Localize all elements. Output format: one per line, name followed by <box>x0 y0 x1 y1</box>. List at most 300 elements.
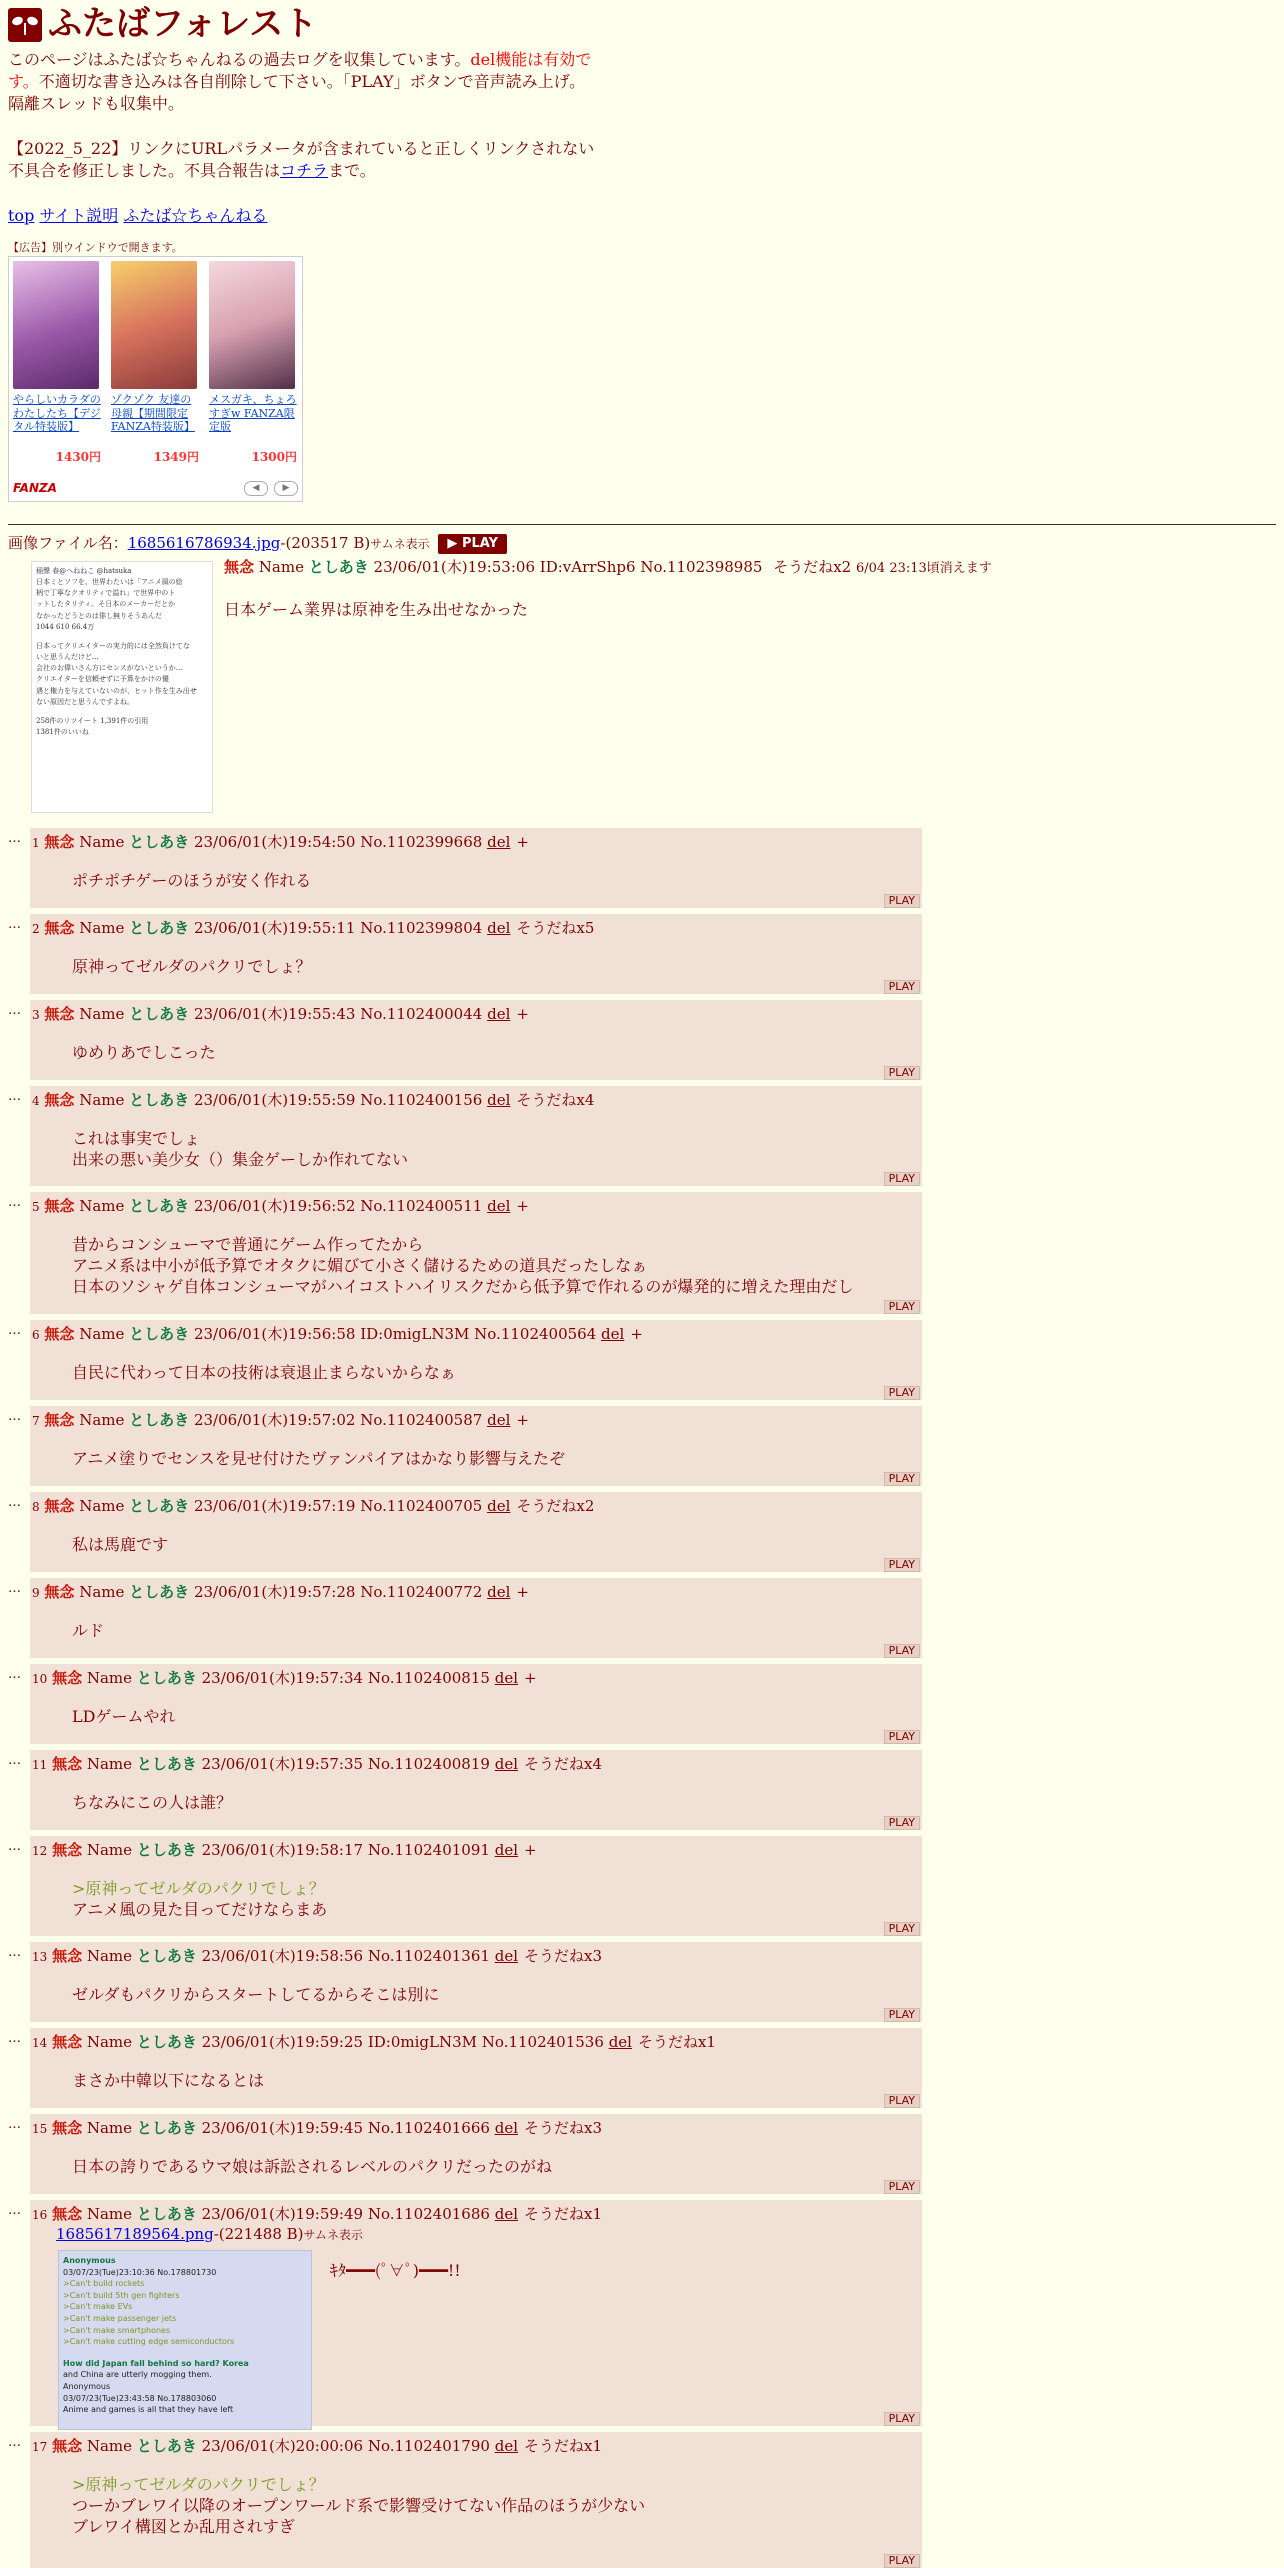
reply-header <box>32 1754 602 1774</box>
reply-header <box>32 1090 594 1110</box>
reply-header <box>32 2032 716 2052</box>
reply-index: 15 <box>32 2122 48 2136</box>
reply-name: としあき <box>129 919 190 937</box>
reply-name: としあき <box>129 1197 190 1215</box>
reply-number: No.1102401361 <box>367 1947 490 1965</box>
reply-play-button[interactable]: PLAY <box>884 2094 920 2108</box>
report-link[interactable]: コチラ <box>280 160 329 180</box>
reply-post <box>8 1000 922 1080</box>
ad-image[interactable] <box>13 261 99 389</box>
reply-dots: … <box>8 1581 21 1596</box>
reply-index: 1 <box>32 836 40 850</box>
reply-play-button[interactable]: PLAY <box>884 1386 920 1400</box>
reply-dots: … <box>8 2435 21 2450</box>
reply-text: ポチポチゲーのほうが安く作れる <box>72 871 312 890</box>
reply-datetime: 23/06/01(木)19:57:35 <box>201 1755 364 1773</box>
thumb-line: 稲聲 春@へねねこ @hatsuka <box>36 566 132 575</box>
reply-play-button[interactable]: PLAY <box>884 2008 920 2022</box>
reply-text: ルド <box>72 1621 105 1640</box>
reply-name: としあき <box>136 2205 197 2223</box>
reply-post <box>8 1406 922 1486</box>
reply-name-label: Name <box>86 1755 133 1773</box>
reply-play-button[interactable]: PLAY <box>884 2180 920 2194</box>
thumb-line: なかったどうとのは俳し無りそうあんだ <box>36 611 162 620</box>
reply-header <box>32 832 529 852</box>
reply-post <box>8 1942 922 2022</box>
reply-subject: 無念 <box>44 1325 75 1343</box>
reply-play-button[interactable]: PLAY <box>884 1172 920 1186</box>
reply-text: ゼルダもパクリからスタートしてるからそこは別に <box>72 1985 440 2004</box>
reply-plus-button[interactable]: + <box>516 833 529 851</box>
reply-subject: 無念 <box>44 833 75 851</box>
reply-text: 出来の悪い美少女（）集金ゲーしか作れてない <box>72 1150 409 1169</box>
reply-header <box>32 1196 529 1216</box>
reply-del-link[interactable]: del <box>487 1005 511 1023</box>
reply-del-link[interactable]: del <box>601 1325 625 1343</box>
reply-dots: … <box>8 1667 21 1682</box>
reply-play-button[interactable]: PLAY <box>884 980 920 994</box>
reply-id: ID:0migLN3M <box>367 2033 478 2051</box>
thumb-line: Anime and games is all that they have left <box>63 2405 234 2415</box>
separator <box>8 524 1276 525</box>
reply-index: 17 <box>32 2440 48 2454</box>
thumb-toggle[interactable]: サムネ表示 <box>370 536 430 551</box>
reply-plus-button[interactable]: + <box>516 1005 529 1023</box>
reply-name: としあき <box>136 1947 197 1965</box>
reply-number: No.1102400815 <box>367 1669 490 1687</box>
reply-text: ｷﾀ━━━(ﾟ∀ﾟ)━━━!! <box>330 2261 461 2280</box>
thumb-line: Anonymous <box>63 2256 116 2265</box>
reply-name-label: Name <box>79 1005 125 1023</box>
reply-play-button[interactable]: PLAY <box>884 894 920 908</box>
reply-name: としあき <box>129 1325 190 1343</box>
reply-dots: … <box>8 2031 21 2046</box>
reply-subject: 無念 <box>52 2437 83 2455</box>
reply-post <box>8 1664 922 1744</box>
thumb-line: >Can't make cutting edge semiconductors <box>63 2337 235 2347</box>
reply-del-link[interactable]: del <box>494 2437 519 2455</box>
reply-number: No.1102401686 <box>367 2205 490 2223</box>
reply-post <box>8 2028 922 2108</box>
reply-plus-button[interactable]: + <box>524 1669 537 1687</box>
reply-index: 9 <box>32 1586 40 1600</box>
thumb-line: 会社のお偉いさん方にセンスがないというか... <box>36 664 183 673</box>
reply-datetime: 23/06/01(木)19:55:43 <box>193 1005 356 1023</box>
reply-soudane[interactable]: そうだねx1 <box>637 2033 716 2051</box>
reply-file-line <box>56 2224 363 2244</box>
op-name-label: Name <box>258 557 304 576</box>
reply-post <box>8 1750 922 1830</box>
op-id: ID:vArrShp6 <box>539 557 636 576</box>
reply-datetime: 23/06/01(木)19:54:50 <box>193 833 356 851</box>
reply-subject: 無念 <box>44 1005 75 1023</box>
intro-text-2: 不適切な書き込みは各自削除して下さい。「PLAY」ボタンで音声読み上げ。隔離スレッドも収集中。 <box>8 71 585 113</box>
reply-post <box>8 1086 922 1186</box>
reply-subject: 無念 <box>52 1947 83 1965</box>
reply-number: No.1102401666 <box>367 2119 490 2137</box>
site-notice <box>8 138 598 181</box>
reply-datetime: 23/06/01(木)19:59:45 <box>201 2119 364 2137</box>
reply-number: No.1102399668 <box>360 833 483 851</box>
reply-text: これは事実でしょ <box>72 1129 201 1148</box>
op-name: としあき <box>308 557 369 576</box>
reply-text: 私は馬鹿です <box>72 1535 169 1554</box>
reply-del-link[interactable]: del <box>487 919 511 937</box>
reply-text: アニメ系は中小が低予算でオタクに媚びて小さく儲けるための道具だったしなぁ <box>72 1256 648 1275</box>
reply-post <box>8 2200 922 2426</box>
thumb-line: 日本ミとソフを、世界わたいは「アニメ風の絵 <box>36 577 183 586</box>
intro-del-notice: del機能は有効です。 <box>8 50 592 91</box>
thumb-line: >Can't make smartphones <box>63 2325 171 2335</box>
reply-dots: … <box>8 1839 21 1854</box>
reply-name: としあき <box>136 2119 197 2137</box>
reply-name: としあき <box>136 1841 197 1859</box>
reply-text: つーかブレワイ以降のオープンワールド系で影響受けてない作品のほうが少ない <box>72 2496 646 2515</box>
reply-dots: … <box>8 831 21 846</box>
futaba-leaf-icon <box>8 8 42 42</box>
reply-dots: … <box>8 1195 21 1210</box>
reply-del-link[interactable]: del <box>487 1411 511 1429</box>
op-text: 日本ゲーム業界は原神を生み出せなかった <box>224 600 529 620</box>
op-thumbnail[interactable] <box>31 561 213 813</box>
reply-name: としあき <box>129 833 190 851</box>
reply-subject: 無念 <box>44 1091 75 1109</box>
reply-header <box>32 1946 602 1966</box>
reply-text: LDゲームやれ <box>72 1707 176 1726</box>
reply-del-link[interactable]: del <box>494 2205 519 2223</box>
reply-datetime: 23/06/01(木)19:55:11 <box>193 919 356 937</box>
ad-item-title[interactable]: メスガキ、ちょろすぎw FANZA限定版 <box>209 392 297 434</box>
reply-play-button[interactable]: PLAY <box>884 1472 920 1486</box>
thumb-line: >Can't build rockets <box>63 2279 145 2289</box>
reply-datetime: 23/06/01(木)19:56:52 <box>193 1197 356 1215</box>
reply-soudane[interactable]: そうだねx5 <box>516 919 595 937</box>
reply-datetime: 23/06/01(木)19:57:28 <box>193 1583 356 1601</box>
reply-datetime: 23/06/01(木)19:58:17 <box>201 1841 364 1859</box>
reply-dots: … <box>8 2203 21 2218</box>
reply-datetime: 23/06/01(木)19:57:19 <box>193 1497 356 1515</box>
reply-subject: 無念 <box>44 1497 75 1515</box>
reply-subject: 無念 <box>52 1755 83 1773</box>
reply-soudane[interactable]: そうだねx1 <box>524 2437 603 2455</box>
reply-datetime: 23/06/01(木)19:59:49 <box>201 2205 364 2223</box>
thumb-line: 03/07/23(Tue)23:43:58 No.178803060 <box>63 2393 217 2403</box>
reply-name: としあき <box>129 1583 190 1601</box>
reply-name: としあき <box>129 1497 190 1515</box>
reply-name-label: Name <box>79 1091 125 1109</box>
reply-number: No.1102400587 <box>360 1411 483 1429</box>
reply-index: 3 <box>32 1008 40 1022</box>
op-datetime: 23/06/01(木)19:53:06 <box>373 557 535 576</box>
reply-name-label: Name <box>79 833 125 851</box>
reply-post <box>8 914 922 994</box>
intro-text: このページはふたば☆ちゃんねるの過去ログを収集しています。 <box>8 50 471 70</box>
reply-play-button[interactable]: PLAY <box>884 1300 920 1314</box>
thumb-line: 258件のリツイート 1,391件の引用 <box>36 717 149 726</box>
op-play-label: PLAY <box>461 536 498 552</box>
reply-dots: … <box>8 2117 21 2132</box>
reply-text: ゆめりあでしこった <box>72 1043 216 1062</box>
thumb-line: 1381件のいいね <box>36 728 89 737</box>
reply-del-link[interactable]: del <box>487 1197 511 1215</box>
reply-del-link[interactable]: del <box>487 1583 511 1601</box>
reply-soudane[interactable]: そうだねx3 <box>524 2119 603 2137</box>
site-title <box>8 6 1276 43</box>
reply-subject: 無念 <box>52 1841 83 1859</box>
thumb-line: 1044 610 66.4万 <box>36 622 95 631</box>
reply-del-link[interactable]: del <box>494 2119 519 2137</box>
reply-index: 10 <box>32 1672 48 1686</box>
reply-soudane[interactable]: そうだねx1 <box>524 2205 603 2223</box>
reply-post <box>8 828 922 908</box>
site-nav <box>8 205 1276 227</box>
reply-index: 2 <box>32 922 40 936</box>
ad-item[interactable] <box>13 261 101 465</box>
reply-play-button[interactable]: PLAY <box>884 1922 920 1936</box>
ad-item-price: 1349円 <box>153 449 199 464</box>
reply-number: No.1102400156 <box>360 1091 483 1109</box>
reply-number: No.1102400705 <box>360 1497 483 1515</box>
reply-text: まさか中韓以下になるとは <box>72 2071 265 2090</box>
reply-dots: … <box>8 1753 21 1768</box>
reply-play-button[interactable]: PLAY <box>884 2412 920 2426</box>
reply-datetime: 23/06/01(木)19:58:56 <box>201 1947 364 1965</box>
reply-name-label: Name <box>79 1325 125 1343</box>
ad-image[interactable] <box>209 261 295 389</box>
reply-name: としあき <box>136 2437 197 2455</box>
reply-number: No.1102399804 <box>360 919 483 937</box>
thumb-line: How did Japan fall behind so hard? Korea <box>63 2358 249 2368</box>
thumb-line: クリエイターを信頼せずに予算をかけの優 <box>36 675 169 684</box>
reply-header <box>32 1410 529 1430</box>
reply-index: 8 <box>32 1500 40 1514</box>
reply-quote: >原神ってゼルダのパクリでしょ？ <box>72 1879 325 1898</box>
reply-subject: 無念 <box>52 2119 83 2137</box>
reply-del-link[interactable]: del <box>494 1841 519 1859</box>
reply-subject: 無念 <box>44 1583 75 1601</box>
ad-item-price: 1430円 <box>55 449 101 464</box>
ad-block <box>8 241 1276 502</box>
reply-header <box>32 1840 537 1860</box>
reply-plus-button[interactable]: + <box>524 1841 537 1859</box>
reply-text: 日本のソシャゲ自体コンシューマがハイコストハイリスクだから低予算で作れるのが爆発的に増えた理由だし <box>72 1277 854 1296</box>
thumb-line: >Can't make passenger jets <box>63 2313 177 2323</box>
reply-text: 昔からコンシューマで普通にゲーム作ってたから <box>72 1235 424 1254</box>
thumb-line: 柄で丁寧なクオリティで溢れ」で世界中のト <box>36 589 176 598</box>
reply-file-size: -(221488 B) <box>213 2225 304 2243</box>
reply-dots: … <box>8 917 21 932</box>
reply-text: ブレワイ構図とか乱用されすぎ <box>72 2517 295 2536</box>
reply-soudane[interactable]: そうだねx3 <box>524 1947 603 1965</box>
reply-name-label: Name <box>79 1197 125 1215</box>
reply-post <box>8 1492 922 1572</box>
reply-name-label: Name <box>86 1841 133 1859</box>
reply-number: No.1102401536 <box>481 2033 604 2051</box>
reply-post <box>8 1192 922 1314</box>
reply-plus-button[interactable]: + <box>516 1411 529 1429</box>
reply-dots: … <box>8 1409 21 1424</box>
reply-soudane[interactable]: そうだねx4 <box>516 1091 595 1109</box>
thumb-line: 03/07/23(Tue)23:10:36 No.178801730 <box>63 2267 217 2277</box>
reply-del-link[interactable]: del <box>608 2033 632 2051</box>
ad-item[interactable] <box>209 261 297 465</box>
thumb-line: 遇と権力を与えていないのが、ヒット作を生み出せ <box>36 686 197 695</box>
op-subject: 無念 <box>224 557 255 576</box>
reply-post <box>8 2114 922 2194</box>
op-play-button[interactable]: ▶ PLAY <box>438 534 507 554</box>
reply-header <box>32 2118 602 2138</box>
reply-del-link[interactable]: del <box>487 1497 511 1515</box>
notice-text: 【2022_5_22】リンクにURLパラメータが含まれていると正しくリンクされない不具合を修正しました。不具合報告は <box>8 139 595 180</box>
op-soudane[interactable]: そうだねx2 <box>773 557 852 576</box>
ad-next-icon[interactable]: ▶ <box>274 481 298 496</box>
nav-about-link[interactable]: サイト説明 <box>39 206 119 226</box>
op-file-size: -(203517 B) <box>280 533 371 552</box>
reply-subject: 無念 <box>44 1411 75 1429</box>
reply-name-label: Name <box>79 1497 125 1515</box>
thumb-line: >Can't build 5th gen fighters <box>63 2290 180 2300</box>
reply-header <box>32 2436 602 2456</box>
reply-post <box>8 1320 922 1400</box>
site-intro <box>8 49 598 114</box>
reply-play-button[interactable]: PLAY <box>884 1730 920 1744</box>
reply-thumbnail[interactable] <box>58 2250 312 2430</box>
file-label: 画像ファイル名： <box>8 533 128 552</box>
reply-dots: … <box>8 1495 21 1510</box>
reply-name-label: Name <box>86 2119 133 2137</box>
reply-play-button[interactable]: PLAY <box>884 2554 920 2568</box>
reply-subject: 無念 <box>52 2033 83 2051</box>
reply-subject: 無念 <box>52 2205 83 2223</box>
reply-header <box>32 1324 643 1344</box>
thumb-line: Anonymous <box>63 2381 111 2391</box>
op-expire: 6/04 23:13頃消えます <box>856 560 992 576</box>
reply-dots: … <box>8 1945 21 1960</box>
fanza-logo[interactable]: FANZA <box>13 480 57 495</box>
reply-name-label: Name <box>86 2205 133 2223</box>
thumb-line: ない原因だと思うんですよね。 <box>36 697 134 706</box>
ad-prev-icon[interactable]: ◀ <box>244 481 268 496</box>
reply-del-link[interactable]: del <box>494 1669 519 1687</box>
reply-header <box>32 2204 602 2224</box>
reply-subject: 無念 <box>44 919 75 937</box>
reply-index: 16 <box>32 2208 48 2222</box>
reply-plus-button[interactable]: + <box>516 1197 529 1215</box>
reply-name: としあき <box>129 1005 190 1023</box>
thumb-toggle[interactable]: サムネ表示 <box>303 2228 363 2242</box>
reply-index: 13 <box>32 1950 48 1964</box>
reply-post <box>8 1836 922 1936</box>
notice-text-end: まで。 <box>328 160 376 180</box>
reply-index: 11 <box>32 1758 48 1772</box>
op-thumb-text <box>32 562 212 743</box>
reply-subject: 無念 <box>44 1197 75 1215</box>
reply-text: アニメ風の見た目ってだけならまあ <box>72 1900 328 1919</box>
op-number: No.1102398985 <box>640 557 763 576</box>
reply-datetime: 23/06/01(木)19:56:58 <box>193 1325 356 1343</box>
reply-del-link[interactable]: del <box>487 833 511 851</box>
reply-number: No.1102400511 <box>360 1197 483 1215</box>
reply-index: 5 <box>32 1200 40 1214</box>
reply-play-button[interactable]: PLAY <box>884 1644 920 1658</box>
reply-header <box>32 1582 529 1602</box>
reply-subject: 無念 <box>52 1669 83 1687</box>
reply-text: アニメ塗りでセンスを見せ付けたヴァンパイアはかなり影響与えたぞ <box>72 1449 565 1468</box>
reply-post <box>8 2432 922 2568</box>
ad-box <box>8 256 303 502</box>
reply-number: No.1102400564 <box>474 1325 597 1343</box>
reply-number: No.1102400819 <box>367 1755 490 1773</box>
reply-soudane[interactable]: そうだねx4 <box>524 1755 603 1773</box>
reply-index: 6 <box>32 1328 40 1342</box>
reply-play-button[interactable]: PLAY <box>884 1066 920 1080</box>
reply-file-link[interactable]: 1685617189564.png <box>56 2225 214 2243</box>
reply-name: としあき <box>136 1755 197 1773</box>
reply-soudane[interactable]: そうだねx2 <box>516 1497 595 1515</box>
reply-datetime: 23/06/01(木)20:00:06 <box>201 2437 364 2455</box>
op-post <box>8 533 1276 829</box>
reply-datetime: 23/06/01(木)19:55:59 <box>193 1091 356 1109</box>
reply-play-button[interactable]: PLAY <box>884 1816 920 1830</box>
reply-dots: … <box>8 1089 21 1104</box>
reply-name-label: Name <box>79 919 125 937</box>
reply-name-label: Name <box>86 1947 133 1965</box>
reply-number: No.1102401790 <box>367 2437 490 2455</box>
ad-image[interactable] <box>111 261 197 389</box>
nav-top-link[interactable]: top <box>8 206 35 226</box>
reply-play-button[interactable]: PLAY <box>884 1558 920 1572</box>
reply-index: 14 <box>32 2036 48 2050</box>
nav-futaba-link[interactable]: ふたば☆ちゃんねる <box>123 206 268 226</box>
reply-text: ちなみにこの人は誰？ <box>72 1793 233 1812</box>
reply-quote: >原神ってゼルダのパクリでしょ？ <box>72 2475 325 2494</box>
reply-name-label: Name <box>86 2437 133 2455</box>
reply-name-label: Name <box>86 1669 133 1687</box>
ad-item[interactable] <box>111 261 199 465</box>
ad-item-title[interactable]: やらしいカラダのわたしたち【デジタル特装版】 <box>13 392 101 434</box>
reply-number: No.1102400044 <box>360 1005 483 1023</box>
reply-plus-button[interactable]: + <box>630 1325 643 1343</box>
reply-id: ID:0migLN3M <box>360 1325 470 1343</box>
reply-number: No.1102400772 <box>360 1583 483 1601</box>
site-title-text: ふたばフォレスト <box>48 4 318 44</box>
reply-text: 自民に代わって日本の技術は衰退止まらないからなぁ <box>72 1363 456 1382</box>
reply-del-link[interactable]: del <box>487 1091 511 1109</box>
reply-name-label: Name <box>86 2033 133 2051</box>
reply-text: 日本の誇りであるウマ娘は訴訟されるレベルのパクリだったのがね <box>72 2157 553 2176</box>
reply-text: 原神ってゼルダのパクリでしょ？ <box>72 957 312 976</box>
reply-name: としあき <box>129 1411 190 1429</box>
reply-del-link[interactable]: del <box>494 1755 519 1773</box>
reply-dots: … <box>8 1003 21 1018</box>
thumb-line: ットしたタリティ。そ日本のメーカーだとか <box>36 600 176 609</box>
reply-plus-button[interactable]: + <box>516 1583 529 1601</box>
op-file-line <box>8 533 1276 554</box>
reply-number: No.1102401091 <box>367 1841 490 1859</box>
reply-header <box>32 1496 594 1516</box>
reply-header <box>32 918 594 938</box>
ad-item-title[interactable]: ゾクゾク 友達の母親【期間限定FANZA特装版】 <box>111 392 195 434</box>
reply-del-link[interactable]: del <box>494 1947 519 1965</box>
reply-name-label: Name <box>79 1411 125 1429</box>
reply-header <box>32 1004 529 1024</box>
reply-name-label: Name <box>79 1583 125 1601</box>
reply-index: 7 <box>32 1414 40 1428</box>
op-file-link[interactable]: 1685616786934.jpg <box>127 533 281 552</box>
reply-name: としあき <box>136 1669 197 1687</box>
thumb-line: and China are utterly mogging them. <box>63 2370 212 2380</box>
reply-name: としあき <box>136 2033 197 2051</box>
